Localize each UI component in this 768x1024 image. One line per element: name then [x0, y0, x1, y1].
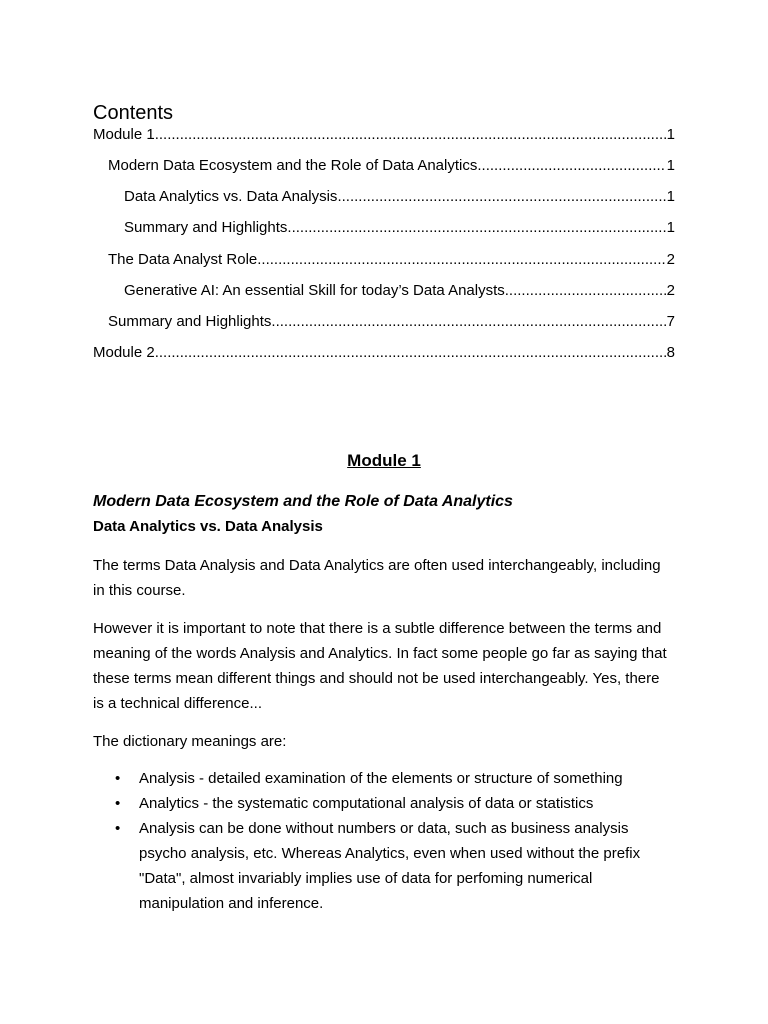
toc-leader-dots: [477, 156, 665, 176]
toc-entry-data-analyst-role[interactable]: [108, 250, 675, 270]
toc-leader-dots: [271, 312, 665, 332]
list-item: [93, 766, 673, 791]
toc-page-number: 2: [666, 251, 675, 268]
toc-entry-text: Summary and Highlights: [108, 313, 272, 330]
toc-page-number: 7: [666, 313, 675, 330]
toc-entry-text: Data Analytics vs. Data Analysis: [124, 188, 338, 205]
toc-entry-modern-data-ecosystem[interactable]: [108, 156, 675, 176]
definition-list: [93, 766, 673, 916]
list-item-text: Analytics - the systematic computational analysis of data or statistics: [139, 795, 594, 812]
paragraph: The terms Data Analysis and Data Analytics are often used interchangeably, including in this course.: [93, 557, 661, 599]
toc-page-number: 1: [666, 188, 675, 205]
toc-page-number: 8: [666, 344, 675, 361]
toc-entry-generative-ai[interactable]: [124, 281, 675, 301]
toc-leader-dots: [287, 218, 665, 238]
toc-entry-summary-highlights-1[interactable]: [124, 218, 675, 238]
toc-entry-module-1[interactable]: [93, 125, 675, 145]
toc-page-number: 1: [666, 126, 675, 143]
toc-leader-dots: [155, 343, 666, 363]
toc-entry-analytics-vs-analysis[interactable]: [124, 187, 675, 207]
toc-entry-text: Module 2: [93, 344, 155, 361]
toc-leader-dots: [505, 281, 666, 301]
bullet-icon: •: [115, 770, 121, 787]
toc-entry-text: Module 1: [93, 126, 155, 143]
list-item-text: Analysis - detailed examination of the elements or structure of something: [139, 770, 623, 787]
toc-page-number: 1: [666, 219, 675, 236]
subsection-heading: Data Analytics vs. Data Analysis: [93, 518, 323, 535]
toc-entry-summary-highlights-2[interactable]: [108, 312, 675, 332]
bullet-icon: •: [115, 820, 121, 837]
toc-leader-dots: [257, 250, 665, 270]
list-item: [93, 816, 673, 916]
toc-entry-module-2[interactable]: [93, 343, 675, 363]
module-heading: Module 1: [347, 451, 421, 470]
list-item: [93, 791, 673, 816]
paragraph: The dictionary meanings are:: [93, 733, 287, 750]
paragraph: However it is important to note that there is a subtle difference between the terms and meaning of the words Analysis and Analytics. In fact some people go far as saying that these terms mean different things and should not be used interchangeably. Yes, there is a technical difference...: [93, 620, 667, 712]
toc-page-number: 2: [666, 282, 675, 299]
toc-page-number: 1: [666, 157, 675, 174]
bullet-icon: •: [115, 795, 121, 812]
section-heading: Modern Data Ecosystem and the Role of Data Analytics: [93, 493, 513, 510]
toc-entry-text: Summary and Highlights: [124, 219, 288, 236]
list-item-text: Analysis can be done without numbers or data, such as business analysis psycho analysis, etc. Whereas Analytics, even when used without the prefix "Data", almost invariably implies use of data for perfoming numerical manipulation and inference.: [139, 820, 641, 912]
toc-entry-text: Modern Data Ecosystem and the Role of Data Analytics: [108, 157, 478, 174]
contents-title: Contents: [93, 102, 174, 124]
toc-entry-text: Generative AI: An essential Skill for today’s Data Analysts: [124, 282, 505, 299]
toc-leader-dots: [337, 187, 665, 207]
toc-leader-dots: [155, 125, 666, 145]
toc-entry-text: The Data Analyst Role: [108, 251, 258, 268]
